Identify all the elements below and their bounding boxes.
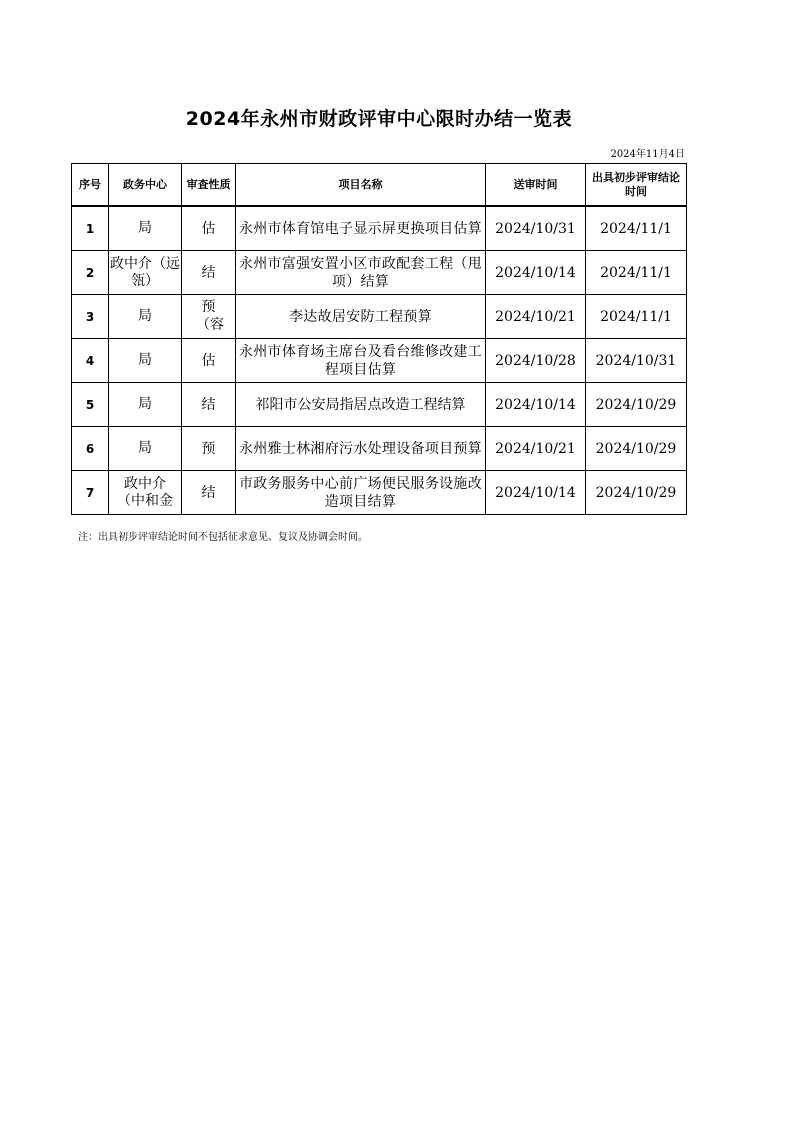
- row-center: [109, 471, 182, 515]
- header-center: 政务中心: [109, 164, 182, 207]
- row-result-time: 2024/11/1: [586, 295, 687, 339]
- row-index: 4: [72, 339, 109, 383]
- row-result-time: 2024/11/1: [586, 251, 687, 295]
- row-sent-time: 2024/10/31: [486, 206, 586, 251]
- table-row: [72, 251, 687, 295]
- header-nature: 审查性质: [182, 164, 236, 207]
- row-nature: 结: [182, 471, 236, 515]
- row-nature: 结: [182, 251, 236, 295]
- row-sent-time: 2024/10/14: [486, 383, 586, 427]
- row-sent-time: 2024/10/21: [486, 427, 586, 471]
- header-sent-time: 送审时间: [486, 164, 586, 207]
- table-row: [72, 339, 687, 383]
- row-nature: [182, 295, 236, 339]
- row-result-time: 2024/10/29: [586, 383, 687, 427]
- row-index: 5: [72, 383, 109, 427]
- row-project: 市政务服务中心前广场便民服务设施改造项目结算: [236, 471, 486, 515]
- table-row: [72, 427, 687, 471]
- row-nature: 估: [182, 339, 236, 383]
- row-project: 李达故居安防工程预算: [236, 295, 486, 339]
- row-sent-time: 2024/10/14: [486, 471, 586, 515]
- row-center: 局: [109, 295, 182, 339]
- row-nature: 估: [182, 206, 236, 251]
- row-nature-text: 预（容: [196, 299, 224, 333]
- report-date: 2024年11月4日: [610, 149, 685, 160]
- row-index: 6: [72, 427, 109, 471]
- footnote: 注：出具初步评审结论时间不包括征求意见、复议及协调会时间。: [78, 532, 368, 543]
- row-sent-time: 2024/10/14: [486, 251, 586, 295]
- row-center: [109, 251, 182, 295]
- row-sent-time: 2024/10/21: [486, 295, 586, 339]
- page-title: 2024年永州市财政评审中心限时办结一览表: [185, 108, 573, 130]
- row-nature: 预: [182, 427, 236, 471]
- row-sent-time: 2024/10/28: [486, 339, 586, 383]
- row-center-text: 政中介（远瓴）: [110, 255, 180, 289]
- row-index: 2: [72, 251, 109, 295]
- completion-table: [71, 163, 687, 515]
- row-center: 局: [109, 383, 182, 427]
- row-project: 永州市富强安置小区市政配套工程（甩项）结算: [236, 251, 486, 295]
- row-index: 7: [72, 471, 109, 515]
- header-result-time: 出具初步评审结论时间: [586, 164, 687, 207]
- header-project: 项目名称: [236, 164, 486, 207]
- row-result-time: 2024/10/31: [586, 339, 687, 383]
- row-index: 1: [72, 206, 109, 251]
- row-result-time: 2024/10/29: [586, 427, 687, 471]
- row-project: 祁阳市公安局指居点改造工程结算: [236, 383, 486, 427]
- row-center: 局: [109, 427, 182, 471]
- table-row: [72, 383, 687, 427]
- row-center-text: 政中介（中和金: [117, 475, 173, 509]
- row-index: 3: [72, 295, 109, 339]
- table-header-row: [72, 164, 687, 207]
- header-index: 序号: [72, 164, 109, 207]
- table-row: [72, 295, 687, 339]
- row-center: 局: [109, 339, 182, 383]
- row-project: 永州市体育场主席台及看台维修改建工程项目估算: [236, 339, 486, 383]
- row-project: 永州雅士林湘府污水处理设备项目预算: [236, 427, 486, 471]
- row-center: 局: [109, 206, 182, 251]
- row-result-time: 2024/11/1: [586, 206, 687, 251]
- row-project: 永州市体育馆电子显示屏更换项目估算: [236, 206, 486, 251]
- row-nature: 结: [182, 383, 236, 427]
- row-result-time: 2024/10/29: [586, 471, 687, 515]
- table-row: [72, 471, 687, 515]
- table-row: [72, 206, 687, 251]
